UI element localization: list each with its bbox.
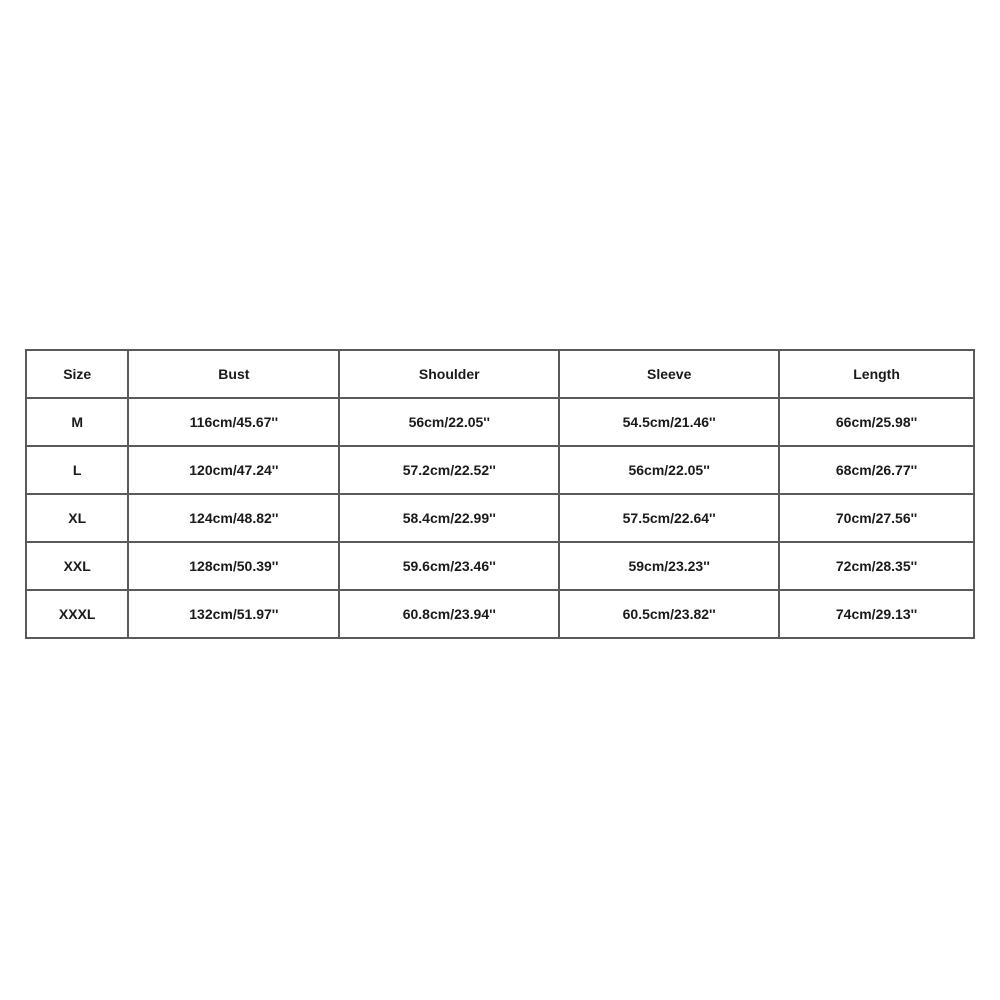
cell-length: 74cm/29.13''	[779, 590, 974, 638]
cell-bust: 132cm/51.97''	[128, 590, 339, 638]
cell-sleeve: 59cm/23.23''	[559, 542, 779, 590]
cell-bust: 120cm/47.24''	[128, 446, 339, 494]
cell-shoulder: 58.4cm/22.99''	[339, 494, 559, 542]
table-row	[26, 590, 974, 638]
header-bust: Bust	[128, 350, 339, 398]
header-sleeve: Sleeve	[559, 350, 779, 398]
cell-shoulder: 56cm/22.05''	[339, 398, 559, 446]
cell-length: 70cm/27.56''	[779, 494, 974, 542]
table-row	[26, 398, 974, 446]
cell-length: 68cm/26.77''	[779, 446, 974, 494]
cell-bust: 116cm/45.67''	[128, 398, 339, 446]
cell-size: L	[26, 446, 128, 494]
cell-shoulder: 60.8cm/23.94''	[339, 590, 559, 638]
cell-size: XL	[26, 494, 128, 542]
header-size: Size	[26, 350, 128, 398]
cell-bust: 128cm/50.39''	[128, 542, 339, 590]
header-shoulder: Shoulder	[339, 350, 559, 398]
cell-bust: 124cm/48.82''	[128, 494, 339, 542]
header-length: Length	[779, 350, 974, 398]
cell-length: 66cm/25.98''	[779, 398, 974, 446]
cell-sleeve: 60.5cm/23.82''	[559, 590, 779, 638]
size-chart-table	[25, 349, 975, 639]
cell-size: M	[26, 398, 128, 446]
table-row	[26, 542, 974, 590]
cell-sleeve: 56cm/22.05''	[559, 446, 779, 494]
cell-shoulder: 59.6cm/23.46''	[339, 542, 559, 590]
table-row	[26, 494, 974, 542]
cell-shoulder: 57.2cm/22.52''	[339, 446, 559, 494]
cell-size: XXL	[26, 542, 128, 590]
cell-length: 72cm/28.35''	[779, 542, 974, 590]
cell-sleeve: 54.5cm/21.46''	[559, 398, 779, 446]
header-row	[26, 350, 974, 398]
cell-sleeve: 57.5cm/22.64''	[559, 494, 779, 542]
cell-size: XXXL	[26, 590, 128, 638]
table-row	[26, 446, 974, 494]
